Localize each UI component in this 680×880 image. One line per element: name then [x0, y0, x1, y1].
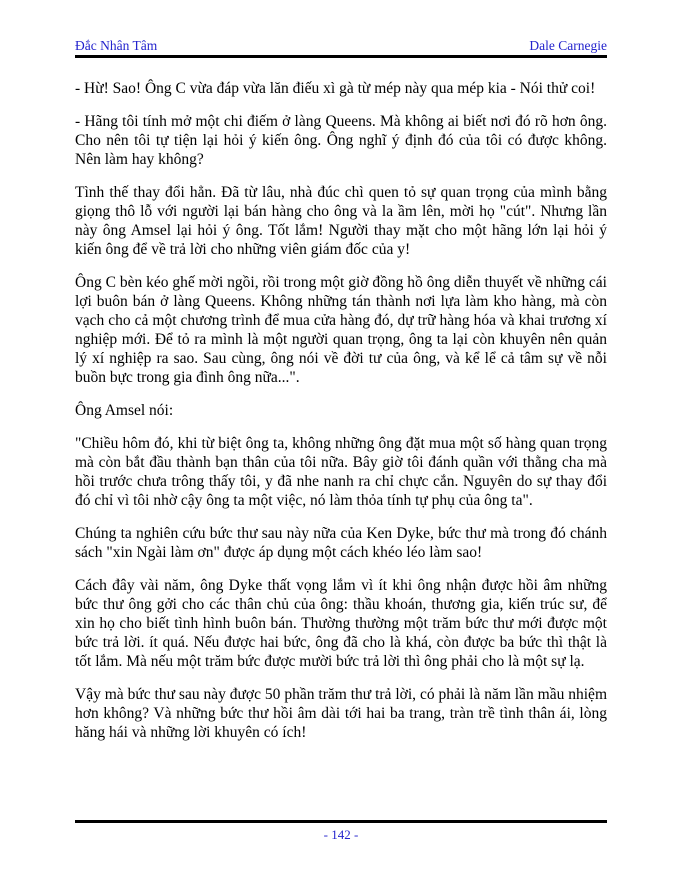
footer-divider	[75, 820, 607, 823]
page-footer	[75, 827, 607, 843]
paragraph: Tình thế thay đổi hẳn. Đã từ lâu, nhà đúc chì quen tỏ sự quan trọng của mình bằng giọng thô lỗ với người lại bán hàng cho ông và la ầm lên, mời họ "cút". Nhưng lần này ông Amsel lại hỏi ý ông. Tốt lắm! Người thay mặt cho một hãng lớn lại hỏi ý kiến ông để về trả lời cho những viên giám đốc của y!	[75, 184, 607, 258]
page-header	[75, 38, 607, 54]
paragraph: Chúng ta nghiên cứu bức thư sau này nữa của Ken Dyke, bức thư mà trong đó chánh sách "xin Ngài làm ơn" được áp dụng một cách khéo léo làm sao!	[75, 525, 607, 561]
paragraph: Ông Amsel nói:	[75, 402, 174, 419]
paragraph: Vậy mà bức thư sau này được 50 phần trăm thư trả lời, có phải là năm lần mầu nhiệm hơn không? Và những bức thư hồi âm dài tới hai ba trang, tràn trề tình thân ái, lòng hăng hái và những lời khuyên có ích!	[75, 686, 607, 741]
paragraph: - Hừ! Sao! Ông C vừa đáp vừa lăn điếu xì gà từ mép này qua mép kia - Nói thử coi!	[75, 80, 596, 97]
paragraph: Ông C bèn kéo ghế mời ngồi, rồi trong một giờ đồng hồ ông diễn thuyết về những cái lợi buôn bán ở làng Queens. Không những tán thành nơi lựa làm kho hàng, mà còn vạch cho cả một chương trình để mua cửa hàng đó, dự trữ hàng hóa và khai trương xí nghiệp mới. Để tỏ ra mình là một người quan trọng, ông ta lại còn khuyên nên quản lý xí nghiệp ra sao. Sau cùng, ông nói về đời tư của ông, và kể lể cả tâm sự về nỗi buồn bực trong gia đình ông nữa...".	[75, 274, 607, 386]
header-divider	[75, 55, 607, 58]
header-book-title: Đắc Nhân Tâm	[75, 38, 158, 53]
paragraph: "Chiều hôm đó, khi từ biệt ông ta, không những ông đặt mua một số hàng quan trọng mà còn bắt đầu thành bạn thân của tôi nữa. Bây giờ tôi đánh quần với thằng cha mà hồi trước chưa trông thấy tôi, y đã nhe nanh ra chỉ chực cắn. Nguyên do sự thay đổi đó chỉ vì tôi nhờ cậy ông ta một việc, nó làm thỏa tính tự phụ của ông ta".	[75, 435, 607, 509]
paragraph: Cách đây vài năm, ông Dyke thất vọng lắm vì ít khi ông nhận được hồi âm những bức thư ông gởi cho các thân chủ của ông: thầu khoán, thương gia, kiến trúc sư, để xin họ cho biết tình hình buôn bán. Thường thường một trăm bức thư mới được một bức trả lời. ít quá. Nếu được hai bức, ông đã cho là khá, còn được ba bức thì thật là tốt lắm. Mà nếu một trăm bức được mười bức trả lời thì ông phải cho là một sự lạ.	[75, 577, 607, 670]
paragraph: - Hãng tôi tính mở một chi điếm ở làng Queens. Mà không ai biết nơi đó rõ hơn ông. Cho nên tôi tự tiện lại hỏi ý kiến ông. Ông nghĩ ý định đó của tôi có được không. Nên làm hay không?	[75, 113, 607, 168]
header-author: Dale Carnegie	[529, 38, 607, 53]
page-body	[75, 79, 607, 756]
page-number: - 142 -	[323, 827, 359, 842]
